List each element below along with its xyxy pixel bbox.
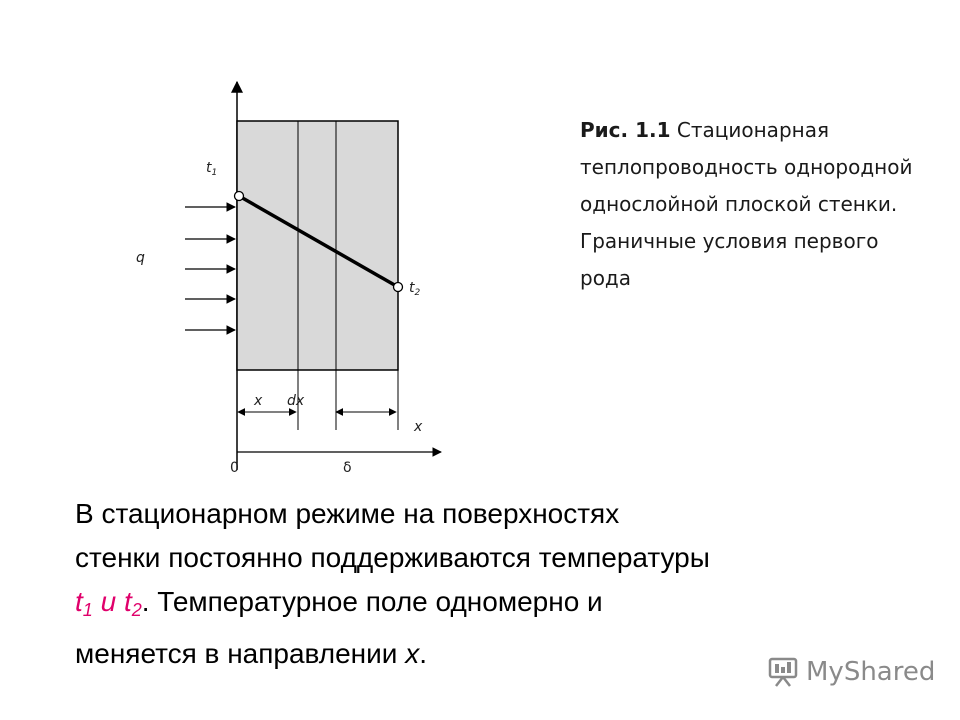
and-word: и — [100, 586, 117, 617]
x-axis-label: x — [414, 419, 423, 435]
caption-label: Рис. 1.1 — [580, 118, 671, 142]
figure-caption — [580, 112, 920, 297]
paragraph-line-4: меняется в направлении x. — [75, 638, 427, 669]
paragraph-line-2: стенки постоянно поддерживаются температуры — [75, 542, 710, 573]
x-variable: x — [405, 638, 420, 669]
t1-label: $t_1$ — [206, 160, 218, 178]
delta-label: δ — [343, 460, 352, 476]
watermark-text: MyShared — [806, 657, 936, 687]
t2-point — [394, 283, 403, 292]
t2-symbol: $t_2$ — [123, 586, 142, 620]
wall-rect — [237, 121, 398, 370]
paragraph-line-3 — [75, 580, 935, 632]
t2-label: $t_2$ — [409, 280, 421, 298]
q-label: q — [136, 250, 145, 266]
t1-symbol: $t_1$ — [75, 586, 93, 620]
body-paragraph — [75, 492, 935, 676]
origin-label: 0 — [230, 460, 239, 476]
paragraph-line-3-rest: . Температурное поле одномерно и — [141, 586, 603, 617]
projector-icon — [766, 656, 800, 688]
watermark — [766, 652, 935, 692]
t1-point — [235, 192, 244, 201]
dx-label: dx — [287, 393, 305, 409]
paragraph-line-1: В стационарном режиме на поверхностях — [75, 498, 620, 529]
x-dimension-label: x — [254, 393, 263, 409]
caption-text: Стационарная теплопроводность однородной однослойной плоской стенки. Граничные условия первого рода — [580, 118, 913, 290]
